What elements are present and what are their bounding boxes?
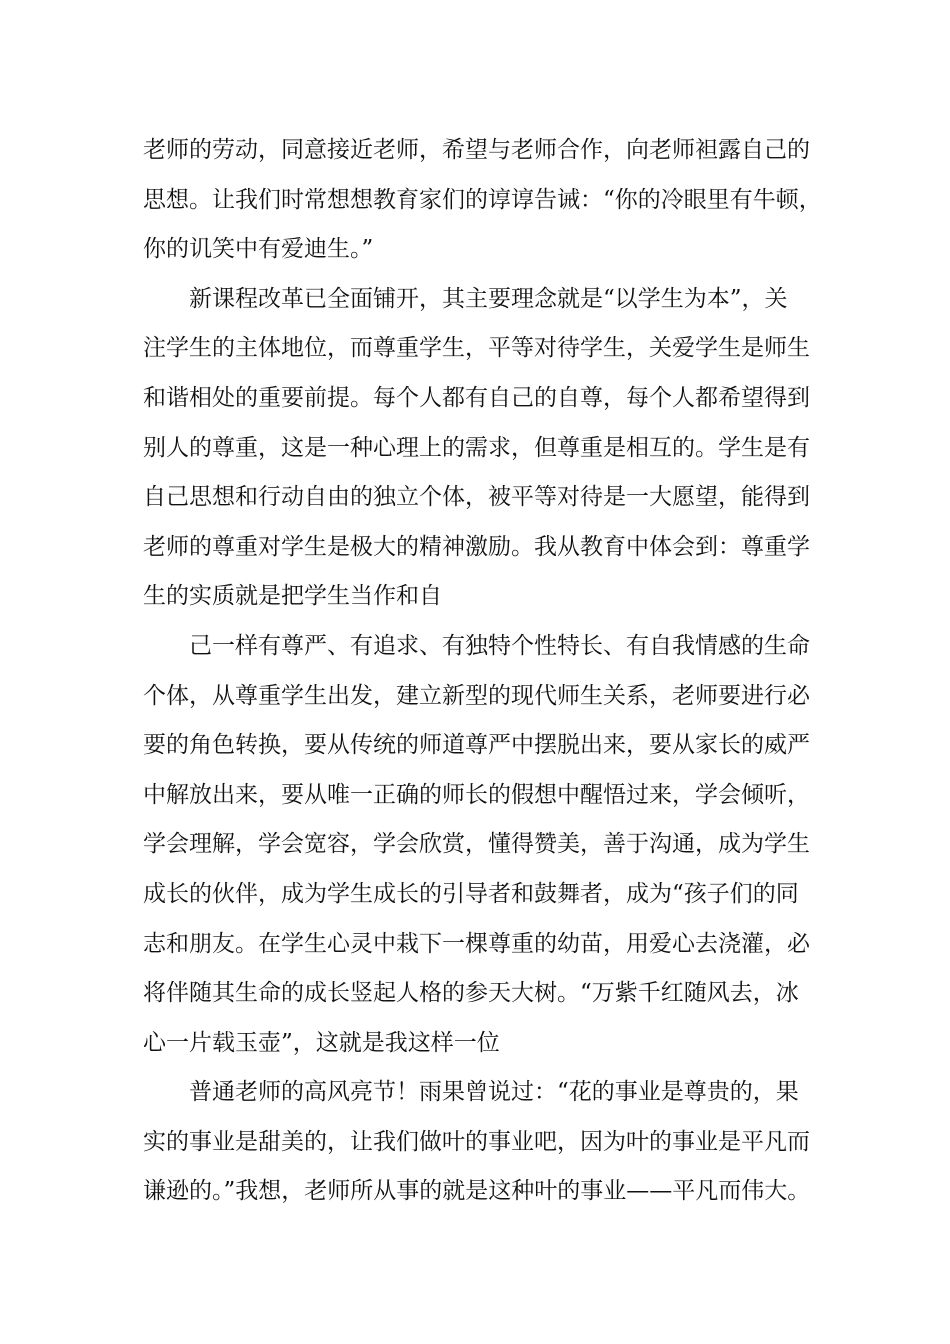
- text-line: 将伴随其生命的成长竖起人格的参天大树。“万紫千红随风去，冰: [143, 980, 799, 1007]
- text-line: 己一样有尊严、有追求、有独特个性特长、有自我情感的生命: [189, 632, 810, 659]
- paragraph: [143, 275, 815, 622]
- text-line: 思想。让我们时常想想教育家们的谆谆告诫：“你的冷眼里有牛顿，: [143, 186, 822, 213]
- text-line: 志和朋友。在学生心灵中栽下一棵尊重的幼苗，用爱心去浇灌，必: [143, 930, 810, 957]
- text-line: 老师的劳动，同意接近老师，希望与老师合作，向老师袒露自己的: [143, 137, 810, 163]
- text-line: 生的实质就是把学生当作和自: [143, 583, 442, 610]
- text-line: 别人的尊重，这是一种心理上的需求，但尊重是相互的。学生是有: [143, 434, 810, 461]
- text-line: 老师的尊重对学生是极大的精神激励。我从教育中体会到：尊重学: [143, 533, 810, 560]
- text-line: 学会理解，学会宽容，学会欣赏，懂得赞美，善于沟通，成为学生: [143, 831, 810, 858]
- text-line: 新课程改革已全面铺开，其主要理念就是“以学生为本”，关: [189, 285, 788, 312]
- paragraph: [143, 126, 822, 275]
- text-line: 要的角色转换，要从传统的师道尊严中摆脱出来，要从家长的威严: [143, 732, 810, 759]
- document-body: [143, 126, 822, 1217]
- paragraph: [143, 1068, 815, 1217]
- text-line: 和谐相处的重要前提。每个人都有自己的自尊，每个人都希望得到: [143, 384, 810, 411]
- text-line: 成长的伙伴，成为学生成长的引导者和鼓舞者，成为“孩子们的同: [143, 880, 799, 907]
- text-line: 自己思想和行动自由的独立个体，被平等对待是一大愿望，能得到: [143, 484, 810, 511]
- text-line: 普通老师的高风亮节！雨果曾说过：“花的事业是尊贵的，果: [189, 1079, 799, 1106]
- text-line: 谦逊的。”我想，老师所从事的就是这种叶的事业——平凡而伟大。: [143, 1178, 811, 1205]
- text-line: 个体，从尊重学生出发，建立新型的现代师生关系，老师要进行必: [143, 682, 810, 709]
- text-line: 心一片载玉壶”，这就是我这样一位: [143, 1029, 500, 1056]
- paragraph: [143, 622, 815, 1068]
- text-line: 中解放出来，要从唯一正确的师长的假想中醒悟过来，学会倾听，: [143, 781, 810, 808]
- text-line: 注学生的主体地位，而尊重学生，平等对待学生，关爱学生是师生: [143, 335, 810, 362]
- text-line: 实的事业是甜美的，让我们做叶的事业吧，因为叶的事业是平凡而: [143, 1128, 810, 1155]
- text-line: 你的讥笑中有爱迪生。”: [143, 236, 374, 263]
